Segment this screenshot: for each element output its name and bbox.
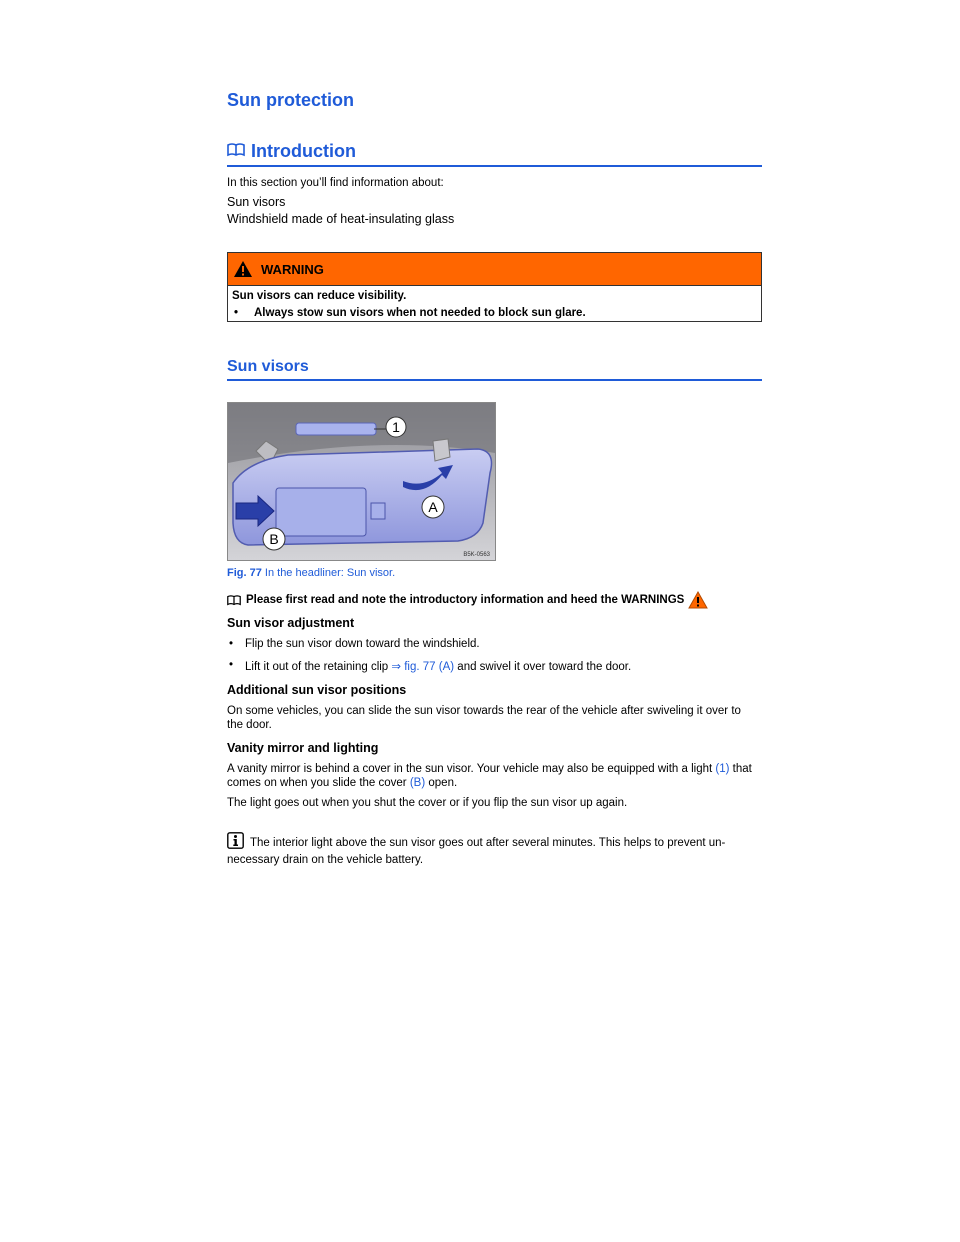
topic-link-windshield[interactable]: Windshield made of heat-insulating glass <box>227 212 455 226</box>
info-note <box>227 832 752 867</box>
section-heading-sun-visors: Sun visors <box>227 358 762 381</box>
open-book-icon <box>227 141 245 162</box>
subheading-vanity-mirror: Vanity mirror and lighting <box>227 741 379 755</box>
figure-reference-link[interactable]: ⇒ fig. 77 (A) <box>391 661 455 673</box>
figure-number: Fig. 77 <box>227 567 262 579</box>
subheading-additional-positions: Additional sun visor positions <box>227 683 407 697</box>
warning-bullet: Always stow sun visors when not needed to block sun glare. <box>254 307 586 319</box>
figure-caption-text: In the headliner: Sun visor. <box>264 567 396 579</box>
figure-code: B5K-0563 <box>463 552 490 558</box>
warning-box: WARNING Sun visors can reduce visibility. • Always stow sun visors when not needed to block sun glare. <box>227 252 762 322</box>
warning-text: Sun visors can reduce visibility. <box>232 290 407 302</box>
warning-triangle-icon <box>233 260 253 278</box>
callout-reference-1[interactable]: (1) <box>715 763 730 775</box>
callout-reference-b[interactable]: (B) <box>409 777 426 789</box>
intro-lead: In this section you’ll find information about: <box>227 177 444 189</box>
vanity-mirror-text: A vanity mirror is behind a cover in the sun visor. Your vehicle may also be equipped with a light (1) that comes on when you slide the cover (B) open. <box>227 763 752 789</box>
warning-header <box>228 253 761 285</box>
callout-1: 1 <box>392 419 400 435</box>
section-heading-introduction <box>227 141 762 167</box>
topic-link-sun-visors[interactable]: Sun visors <box>227 195 286 209</box>
intro-note <box>227 591 708 609</box>
intro-note-text: Please first read and note the introductory information and heed the WARNINGS <box>246 594 685 606</box>
callout-a: A <box>428 499 438 515</box>
list-item: • Lift it out of the retaining clip ⇒ fig. 77 (A) and swivel it over toward the door. <box>229 659 632 673</box>
sun-visor-figure <box>227 402 496 561</box>
list-item: • Flip the sun visor down toward the windshield. <box>229 638 480 650</box>
section-title: Introduction <box>251 141 356 161</box>
light-off-text: The light goes out when you shut the cover or if you flip the sun visor up again. <box>227 797 628 809</box>
subheading-adjustment: Sun visor adjustment <box>227 616 355 630</box>
info-icon <box>227 832 244 853</box>
open-book-icon <box>227 595 241 606</box>
additional-positions-text: On some vehicles, you can slide the sun visor towards the rear of the vehicle after swiveling it over to the door. <box>227 705 741 731</box>
figure-caption <box>227 567 395 579</box>
warning-triangle-icon <box>688 591 708 609</box>
info-note-text: The interior light above the sun visor goes out after several minutes. This helps to prevent un-necessary drain on the vehicle battery. <box>227 837 726 866</box>
page-title: Sun protection <box>227 90 354 110</box>
warning-label: WARNING <box>261 261 324 277</box>
callout-b: B <box>269 531 279 547</box>
